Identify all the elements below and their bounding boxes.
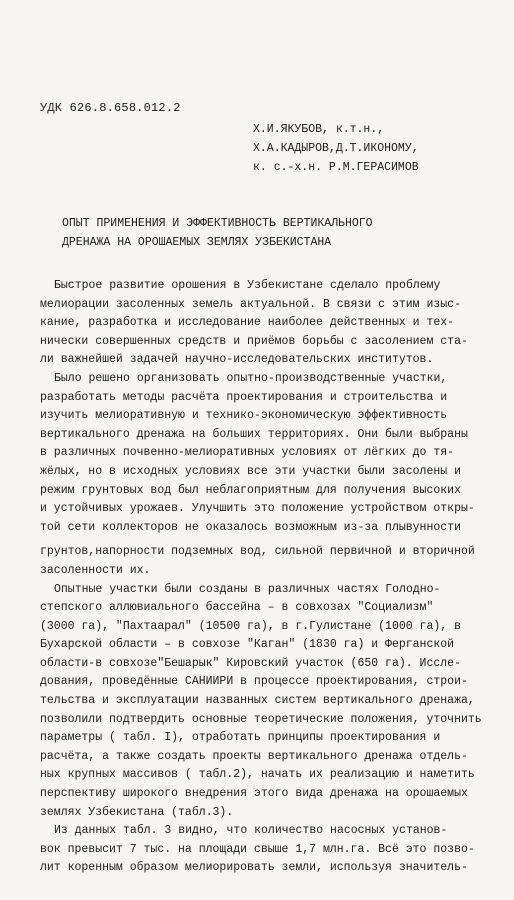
body-line: режим грунтовых вод был неблагоприятным для получения высоких: [40, 483, 461, 497]
body-line: Из данных табл. 3 видно, что количество насосных установ-: [54, 824, 448, 838]
body-line: жёлых, но в исходных условиях все эти участки были засолены и: [40, 464, 461, 478]
body-line: ли важнейшей задачей научно-исследовательских институтов.: [40, 353, 434, 367]
body-line: и устойчивых урожаев. Улучшить это положение устройством откры-: [40, 502, 475, 516]
body-line: в различных почвенно-мелиоративных условиях от лёгких до тя-: [40, 446, 455, 460]
article-body: [40, 277, 480, 878]
body-line: Бухарской области – в совхозе "Каган" (1830 га) и Ферганской: [40, 638, 455, 652]
body-line: разработать методы расчёта проектирования и строительства и: [40, 390, 448, 404]
body-line: параметры ( табл. I), отработать принципы проектирования и: [40, 731, 441, 745]
body-line: нически совершенных средств и приёмов борьбы с засолением ста-: [40, 334, 468, 348]
body-line: кание, разработка и исследование наиболее действенных и тех-: [40, 316, 455, 330]
body-line: грунтов,напорности подземных вод, сильной первичной и вторичной: [40, 545, 475, 559]
authors-block: [253, 120, 419, 177]
body-line: степского аллювиального бассейна – в совхозах "Социализм": [40, 601, 434, 615]
body-line: Опытные участки были созданы в различных частях Голодно-: [54, 582, 441, 596]
article-title: [62, 214, 373, 252]
title-line: ОПЫТ ПРИМЕНЕНИЯ И ЭФФЕКТИВНОСТЬ ВЕРТИКАЛЬНОГО: [62, 217, 373, 230]
body-line: лит коренным образом мелиорировать земли, используя значитель-: [40, 861, 468, 875]
body-line: дования, проведённые САНИИРИ в процессе проектирования, строи-: [40, 675, 468, 689]
body-line: позволили подтвердить основные теоретические положения, уточнить: [40, 712, 482, 726]
body-line: мелиорации засоленных земель актуальной. В связи с этим изыс-: [40, 297, 461, 311]
author-line: Х.А.КАДЫРОВ,Д.Т.ИКОНОМУ,: [253, 142, 419, 155]
body-line: засоленности их.: [40, 563, 151, 577]
body-line: той сети коллекторов не оказалось возможным из-за плывунности: [40, 520, 461, 534]
body-line: области-в совхозе"Бешарык" Кировский участок (650 га). Иссле-: [40, 656, 461, 670]
body-line: расчёта, а также создать проекты вертикального дренажа отдель-: [40, 749, 468, 763]
body-line: вертикального дренажа на больших территориях. Они были выбраны: [40, 427, 468, 441]
body-line: Было решено организовать опытно-производственные участки,: [54, 371, 448, 385]
body-line: вок превысит 7 тыс. на площади свыше 1,7 млн.га. Всё это позво-: [40, 842, 475, 856]
body-line: тельства и эксплуатации названных систем вертикального дренажа,: [40, 694, 475, 708]
body-line: перспективу широкого внедрения этого вида дренажа на орошаемых: [40, 787, 468, 801]
body-line: (3000 га), "Пахтаарал" (10500 га), в г.Гулистане (1000 га), в: [40, 619, 461, 633]
body-line: Быстрое развитие орошения в Узбекистане сделало проблему: [54, 279, 441, 292]
author-line: к. с.-х.н. Р.М.ГЕРАСИМОВ: [253, 161, 419, 174]
body-line: изучить мелиоративную и технико-экономическую эффективность: [40, 409, 448, 423]
body-line: ных крупных массивов ( табл.2), начать их реализацию и наметить: [40, 768, 475, 782]
title-line: ДРЕНАЖА НА ОРОШАЕМЫХ ЗЕМЛЯХ УЗБЕКИСТАНА: [62, 236, 332, 249]
body-line: землях Узбекистана (табл.3).: [40, 805, 234, 819]
author-line: Х.И.ЯКУБОВ, к.т.н.,: [253, 123, 385, 136]
udk-code: УДК 626.8.658.012.2: [40, 101, 181, 115]
